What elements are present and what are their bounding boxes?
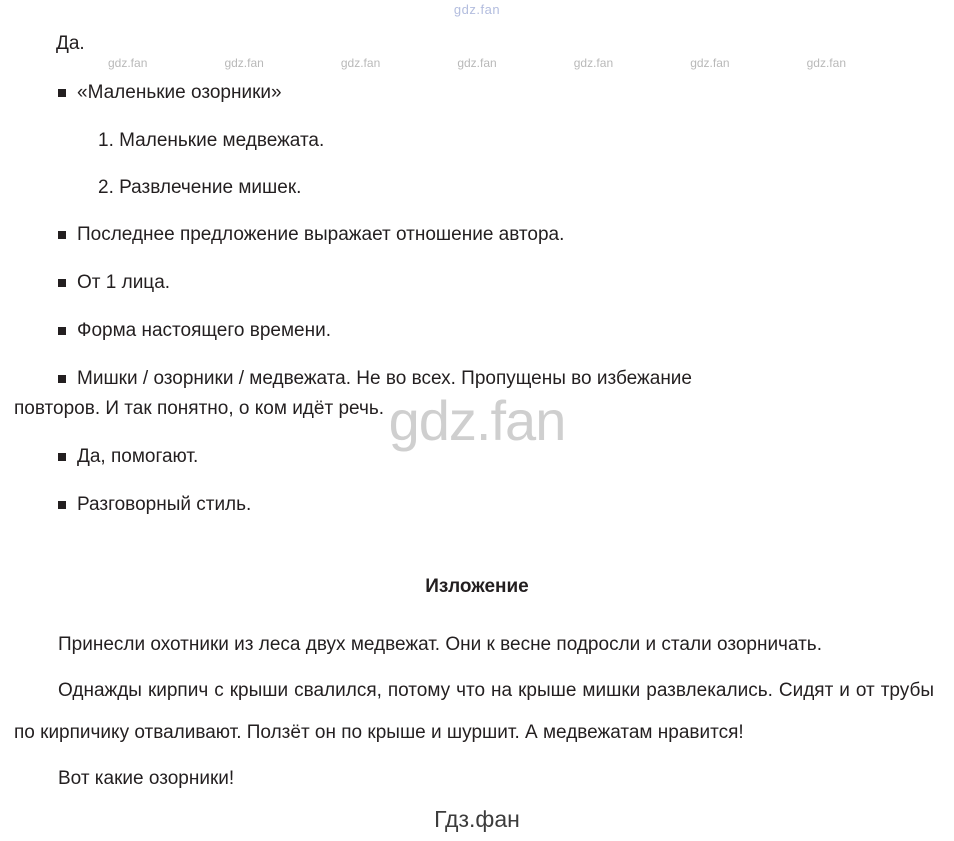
plan-item-1: 1. Маленькие медвежата. (98, 130, 325, 151)
square-bullet-icon (58, 89, 66, 97)
answer-bullet-author-attitude (14, 220, 940, 250)
watermark-row-item: gdz.fan (690, 56, 730, 70)
watermark-top: gdz.fan (453, 2, 501, 17)
intro-answer: Да. (56, 33, 85, 54)
answer-bullet-synonyms-continuation: повторов. И так понятно, о ком идёт речь. (14, 398, 385, 419)
essay-paragraph-1: Принесли охотники из леса двух медвежат. Они к весне подросли и стали озорничать. (58, 634, 822, 655)
essay-title: Изложение (425, 576, 529, 597)
essay-paragraph-3: Вот какие озорники! (58, 768, 235, 789)
answer-bullet-text: От 1 лица. (77, 272, 171, 293)
answer-bullet-style (14, 490, 940, 520)
watermark-row-item: gdz.fan (224, 56, 264, 70)
answer-bullet-text: Разговорный стиль. (77, 494, 252, 515)
answer-bullet-tense (14, 316, 940, 346)
answer-bullet-text: Мишки / озорники / медвежата. Не во всех. Пропущены во избежание (77, 368, 692, 389)
answer-bullet-text: Да, помогают. (77, 446, 199, 467)
square-bullet-icon (58, 231, 66, 239)
answer-bullet-help (14, 442, 940, 472)
square-bullet-icon (58, 375, 66, 383)
watermark-center: gdz.fan (388, 389, 566, 452)
square-bullet-icon (58, 279, 66, 287)
square-bullet-icon (58, 501, 66, 509)
answer-bullet-title (14, 78, 940, 108)
plan-item-2: 2. Развлечение мишек. (98, 177, 302, 198)
watermark-row-item: gdz.fan (573, 56, 614, 70)
answer-bullet-text: Последнее предложение выражает отношение автора. (77, 224, 565, 245)
answer-bullet-text: Форма настоящего времени. (77, 320, 331, 341)
watermark-row-item: gdz.fan (108, 56, 148, 70)
square-bullet-icon (58, 453, 66, 461)
square-bullet-icon (58, 327, 66, 335)
answer-bullet-synonyms (14, 364, 940, 394)
answer-bullet-person (14, 268, 940, 298)
watermark-row-item: gdz.fan (806, 56, 846, 70)
answer-bullet-text: «Маленькие озорники» (77, 82, 282, 103)
watermark-bottom: Гдз.фан (434, 806, 520, 832)
watermark-row-item: gdz.fan (457, 56, 497, 70)
watermark-row-item: gdz.fan (340, 56, 381, 70)
essay-paragraph-2: Однажды кирпич с крыши свалился, потому что на крыше мишки развлекались. Сидят и от трубы по кирпичику отваливают. Ползёт он по крыше и шуршит. А медвежатам нравится! (14, 680, 934, 743)
